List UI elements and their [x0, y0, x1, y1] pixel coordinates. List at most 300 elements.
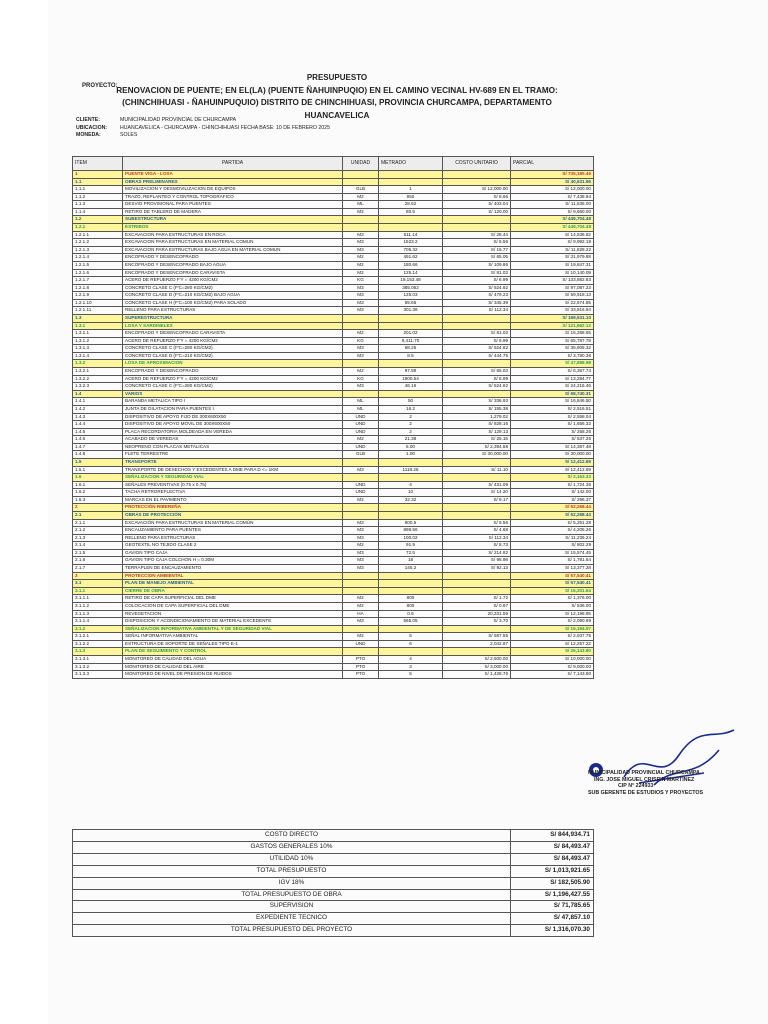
- cell-partida: PLAN DE SEGUIMIENTO Y CONTROL: [123, 648, 343, 656]
- cell-item: 1.3.2.3: [73, 383, 123, 391]
- cell-partida: PLAN DE MANEJO AMBIENTAL: [123, 580, 343, 588]
- cell-unidad: M3: [343, 534, 379, 542]
- cell-costo-unitario: S/ 0.67: [443, 602, 511, 610]
- cell-costo-unitario: S/ 8.73: [443, 542, 511, 550]
- cell-parcial: S/ 57,540.41: [511, 580, 594, 588]
- cell-partida: PUENTE VIGA - LOSA: [123, 171, 343, 179]
- cell-partida: BARANDA METALICA TIPO I: [123, 398, 343, 406]
- cell-unidad: [343, 512, 379, 520]
- cell-unidad: KG: [343, 375, 379, 383]
- totals-label: EXPEDIENTE TECNICO: [73, 913, 511, 925]
- cell-parcial: S/ 4,205.26: [511, 527, 594, 535]
- cell-metrado: 9,411.70: [379, 337, 443, 345]
- cell-parcial: S/ 258.26: [511, 428, 594, 436]
- totals-row: [73, 841, 594, 853]
- cell-costo-unitario: S/ 8.66: [443, 193, 511, 201]
- cell-costo-unitario: 2,042.87: [443, 640, 511, 648]
- cell-partida: MOVILIZACION Y DESMOVILIZACION DE EQUIPOS: [123, 186, 343, 194]
- cell-metrado: [379, 625, 443, 633]
- cell-costo-unitario: S/ 28.44: [443, 231, 511, 239]
- cell-partida: SEÑALES PREVENTIVAS (0.75 x 0.75): [123, 481, 343, 489]
- cell-partida: EXCAVACIÓN PARA ESTRUCTURAS EN MATERIAL COMÚN: [123, 519, 343, 527]
- cell-costo-unitario: S/ 129.13: [443, 428, 511, 436]
- cell-unidad: M3: [343, 231, 379, 239]
- cell-metrado: 5: [379, 633, 443, 641]
- cell-metrado: [379, 587, 443, 595]
- table-row: [73, 330, 594, 338]
- table-row: [73, 421, 594, 429]
- cell-unidad: M3: [343, 565, 379, 573]
- cell-item: 1.1.4: [73, 208, 123, 216]
- cell-parcial: S/ 9,660.00: [511, 208, 594, 216]
- cell-partida: MONITOREO DE CALIDAD DEL AIRE: [123, 663, 343, 671]
- cell-parcial: S/ 2,516.51: [511, 405, 594, 413]
- cell-costo-unitario: 20,331.59: [443, 610, 511, 618]
- cell-partida: SEÑALIZACION INFORMATIVA AMBIENTAL Y DE SEGURIDAD VIAL: [123, 625, 343, 633]
- cell-costo-unitario: [443, 171, 511, 179]
- signature-text: [588, 770, 703, 796]
- totals-value: S/ 182,505.90: [511, 877, 594, 889]
- cell-costo-unitario: [443, 648, 511, 656]
- cell-partida: TACHA RETROREFLECTIVA: [123, 489, 343, 497]
- cell-parcial: S/ 14,536.82: [511, 231, 594, 239]
- cell-parcial: S/ 6,367.74: [511, 368, 594, 376]
- table-row: [73, 648, 594, 656]
- cell-metrado: 72.5: [379, 549, 443, 557]
- cell-metrado: 10: [379, 489, 443, 497]
- cell-metrado: 1900.54: [379, 375, 443, 383]
- cell-metrado: 800: [379, 602, 443, 610]
- cell-partida: REVEGETACION: [123, 610, 343, 618]
- cell-unidad: M2: [343, 496, 379, 504]
- table-row: [73, 512, 594, 520]
- cell-partida: SUBESTRUCTURA: [123, 216, 343, 224]
- cell-unidad: M3: [343, 299, 379, 307]
- totals-label: GASTOS GENERALES 10%: [73, 841, 511, 853]
- cell-unidad: M2: [343, 595, 379, 603]
- table-row: [73, 428, 594, 436]
- cell-item: 1.2.1.3: [73, 246, 123, 254]
- table-row: [73, 451, 594, 459]
- cell-partida: SEÑAL INFORMATIVA AMBIENTAL: [123, 633, 343, 641]
- table-row: [73, 519, 594, 527]
- cell-item: 2.1.1: [73, 519, 123, 527]
- cell-metrado: 46.16: [379, 383, 443, 391]
- table-row: [73, 246, 594, 254]
- cell-parcial: S/ 449,704.48: [511, 216, 594, 224]
- cell-unidad: M3: [343, 292, 379, 300]
- cell-metrado: [379, 322, 443, 330]
- totals-row: [73, 865, 594, 877]
- table-row: [73, 527, 594, 535]
- totals-row: [73, 901, 594, 913]
- cell-unidad: [343, 458, 379, 466]
- cell-parcial: S/ 12,412.69: [511, 466, 594, 474]
- cell-parcial: S/ 57,540.41: [511, 572, 594, 580]
- cell-item: 3.1.1.2: [73, 602, 123, 610]
- table-row: [73, 307, 594, 315]
- cell-costo-unitario: S/ 81.03: [443, 269, 511, 277]
- cell-metrado: 800.5: [379, 519, 443, 527]
- table-row: [73, 390, 594, 398]
- cell-costo-unitario: S/ 81.03: [443, 330, 511, 338]
- cell-parcial: S/ 2,090.69: [511, 618, 594, 626]
- table-row: [73, 201, 594, 209]
- cell-parcial: S/ 296.37: [511, 496, 594, 504]
- cliente-value: MUNICIPALIDAD PROVINCIAL DE CHURCAMPA: [120, 117, 237, 123]
- cell-costo-unitario: S/ 25.15: [443, 436, 511, 444]
- cell-item: 1.5: [73, 458, 123, 466]
- cell-metrado: 21.38: [379, 436, 443, 444]
- cell-unidad: [343, 474, 379, 482]
- cell-unidad: M3: [343, 557, 379, 565]
- cell-metrado: 301.36: [379, 307, 443, 315]
- moneda-value: SOLES: [120, 132, 138, 138]
- cell-parcial: S/ 16,846.50: [511, 398, 594, 406]
- cell-partida: ACERO DE REFUERZO F'Y = 4200 KG/CM2: [123, 337, 343, 345]
- cell-costo-unitario: [443, 474, 511, 482]
- cell-parcial: S/ 536.00: [511, 602, 594, 610]
- document-title: [72, 72, 602, 122]
- cell-unidad: M2: [343, 330, 379, 338]
- cell-costo-unitario: [443, 587, 511, 595]
- col-partida: PARTIDA: [123, 157, 343, 171]
- cell-item: 3.1.3.2: [73, 663, 123, 671]
- cell-unidad: UND: [343, 421, 379, 429]
- totals-label: TOTAL PRESUPUESTO: [73, 865, 511, 877]
- table-row: [73, 413, 594, 421]
- table-row: [73, 602, 594, 610]
- table-row: [73, 496, 594, 504]
- cell-item: 3.1.1.3: [73, 610, 123, 618]
- cell-unidad: [343, 224, 379, 232]
- totals-value: S/ 71,785.65: [511, 901, 594, 913]
- cell-metrado: [379, 314, 443, 322]
- cell-costo-unitario: S/ 403.04: [443, 201, 511, 209]
- cell-unidad: UND: [343, 481, 379, 489]
- cell-item: 1.2.1.11: [73, 307, 123, 315]
- cell-item: 1.6.3: [73, 496, 123, 504]
- project-info: [76, 117, 330, 140]
- cell-parcial: S/ 13,284.77: [511, 375, 594, 383]
- cell-partida: CONCRETO CLASE C (F'C=280 KG/CM2): [123, 284, 343, 292]
- table-row: [73, 580, 594, 588]
- cell-partida: NEOPRENO CON PLACAS METALICAS: [123, 443, 343, 451]
- cell-partida: MONITOREO DE CALIDAD DEL AGUA: [123, 656, 343, 664]
- cell-costo-unitario: S/ 98.98: [443, 557, 511, 565]
- cell-parcial: S/ 10,000.00: [511, 656, 594, 664]
- table-row: [73, 299, 594, 307]
- table-row: [73, 534, 594, 542]
- totals-label: COSTO DIRECTO: [73, 830, 511, 842]
- cell-costo-unitario: S/ 524.62: [443, 284, 511, 292]
- cell-costo-unitario: S/ 587.55: [443, 633, 511, 641]
- cell-unidad: HA: [343, 610, 379, 618]
- cell-parcial: S/ 33,816.94: [511, 307, 594, 315]
- cell-metrado: 898.56: [379, 527, 443, 535]
- cell-parcial: S/ 15,574.45: [511, 549, 594, 557]
- project-label: PROYECTO:: [82, 83, 118, 89]
- cell-unidad: M3: [343, 527, 379, 535]
- cell-item: 1: [73, 171, 123, 179]
- totals-label: TOTAL PRESUPUESTO DE OBRA: [73, 889, 511, 901]
- cell-unidad: UND: [343, 413, 379, 421]
- cell-parcial: S/ 40,631.96: [511, 178, 594, 186]
- cell-costo-unitario: S/ 16.77: [443, 246, 511, 254]
- cell-parcial: S/ 1,376.00: [511, 595, 594, 603]
- totals-body: [73, 830, 594, 937]
- table-row: [73, 345, 594, 353]
- cell-parcial: S/ 31,979.88: [511, 254, 594, 262]
- cell-partida: ACERO DE REFUERZO F'Y = 4200 KG/CM2: [123, 277, 343, 285]
- cell-partida: COLOCACION DE CAPA SUPERFICIAL DEL DME: [123, 602, 343, 610]
- moneda-label: MONEDA:: [76, 132, 101, 138]
- cell-parcial: S/ 22,674.85: [511, 299, 594, 307]
- cell-unidad: [343, 178, 379, 186]
- cell-parcial: S/ 52,268.44: [511, 512, 594, 520]
- cell-parcial: S/ 52,268.44: [511, 504, 594, 512]
- cell-metrado: 491.62: [379, 254, 443, 262]
- cell-parcial: S/ 3,780.38: [511, 352, 594, 360]
- col-unidad: UNIDAD: [343, 157, 379, 171]
- table-row: [73, 368, 594, 376]
- cell-metrado: [379, 216, 443, 224]
- signature-name: ING. JOSE MIGUEL CRISPIN MARTINEZ: [594, 776, 695, 783]
- cell-costo-unitario: [443, 572, 511, 580]
- cell-metrado: 705.32: [379, 246, 443, 254]
- cell-unidad: PTO: [343, 671, 379, 679]
- totals-row: [73, 925, 594, 937]
- cell-unidad: M3: [343, 284, 379, 292]
- cell-parcial: S/ 2,558.04: [511, 413, 594, 421]
- table-row: [73, 322, 594, 330]
- table-row: [73, 466, 594, 474]
- table-row: [73, 383, 594, 391]
- cell-parcial: S/ 735,185.46: [511, 171, 594, 179]
- budget-table-body: [73, 171, 594, 679]
- cell-costo-unitario: S/ 6.99: [443, 375, 511, 383]
- cell-metrado: 32.32: [379, 496, 443, 504]
- cell-partida: TRAZO, REPLANTEO Y CONTROL TOPOGRAFICO: [123, 193, 343, 201]
- cell-metrado: 18: [379, 557, 443, 565]
- cell-unidad: [343, 587, 379, 595]
- cell-partida: FLETE TERRESTRE: [123, 451, 343, 459]
- cell-unidad: [343, 572, 379, 580]
- cell-item: 1.2.1.5: [73, 261, 123, 269]
- cell-parcial: S/ 30,000.00: [511, 451, 594, 459]
- cell-unidad: M3: [343, 345, 379, 353]
- cell-costo-unitario: S/ 214.82: [443, 549, 511, 557]
- cell-item: 2.1.3: [73, 534, 123, 542]
- table-row: [73, 360, 594, 368]
- cell-metrado: [379, 224, 443, 232]
- cell-unidad: M3: [343, 519, 379, 527]
- cell-costo-unitario: S/ 6.99: [443, 277, 511, 285]
- cell-costo-unitario: S/ 2,394.58: [443, 443, 511, 451]
- cell-metrado: 6.00: [379, 443, 443, 451]
- cell-parcial: S/ 449,704.48: [511, 224, 594, 232]
- cell-item: 2.1: [73, 512, 123, 520]
- cell-unidad: M2: [343, 368, 379, 376]
- cell-partida: TRANSPORTE: [123, 458, 343, 466]
- cell-partida: TRANSPORTE DE DESECHOS Y EXCEDENTES A DME PARA D <= 1KM: [123, 466, 343, 474]
- table-row: [73, 216, 594, 224]
- table-row: [73, 269, 594, 277]
- table-row: [73, 292, 594, 300]
- cell-parcial: S/ 10,140.09: [511, 269, 594, 277]
- cell-item: 1.4.6: [73, 436, 123, 444]
- cell-costo-unitario: S/ 1,428.76: [443, 671, 511, 679]
- cell-parcial: S/ 47,868.98: [511, 360, 594, 368]
- cell-item: 3.1.3: [73, 648, 123, 656]
- cell-item: 1.3.2.1: [73, 368, 123, 376]
- cell-item: 1.2.1: [73, 224, 123, 232]
- table-row: [73, 595, 594, 603]
- table-row: [73, 171, 594, 179]
- totals-value: S/ 84,493.47: [511, 841, 594, 853]
- table-row: [73, 656, 594, 664]
- cell-item: 1.2.1.6: [73, 269, 123, 277]
- cell-parcial: S/ 68,740.31: [511, 390, 594, 398]
- cell-unidad: M3: [343, 549, 379, 557]
- cell-unidad: M2: [343, 633, 379, 641]
- table-row: [73, 254, 594, 262]
- cell-item: 2.1.5: [73, 549, 123, 557]
- cell-parcial: S/ 7,143.80: [511, 671, 594, 679]
- cell-parcial: S/ 9,000.00: [511, 663, 594, 671]
- cell-item: 1.6: [73, 474, 123, 482]
- cell-unidad: KG: [343, 277, 379, 285]
- cell-item: 1.2.1.9: [73, 292, 123, 300]
- cell-partida: RETIRO DE CAPA SUPERFICIAL DEL DME: [123, 595, 343, 603]
- doc-title: PRESUPUESTO: [306, 73, 368, 82]
- cell-costo-unitario: S/ 14.20: [443, 489, 511, 497]
- table-row: [73, 671, 594, 679]
- cell-unidad: [343, 322, 379, 330]
- cell-metrado: [379, 171, 443, 179]
- cell-item: 1.4.3: [73, 413, 123, 421]
- cell-metrado: 6: [379, 640, 443, 648]
- cell-metrado: 97.89: [379, 368, 443, 376]
- cell-unidad: [343, 360, 379, 368]
- cell-metrado: [379, 178, 443, 186]
- totals-value: S/ 47,857.10: [511, 913, 594, 925]
- cell-metrado: 8.5: [379, 352, 443, 360]
- cell-unidad: M3: [343, 466, 379, 474]
- signature-role: SUB GERENTE DE ESTUDIOS Y PROYECTOS: [588, 789, 704, 796]
- table-row: [73, 314, 594, 322]
- table-row: [73, 481, 594, 489]
- cell-partida: ENCOFRADO Y DESENCOFRADO: [123, 254, 343, 262]
- col-parcial: PARCIAL: [511, 157, 594, 171]
- cell-unidad: ML: [343, 201, 379, 209]
- cell-costo-unitario: [443, 580, 511, 588]
- cell-item: 1.2.1.1: [73, 231, 123, 239]
- cell-costo-unitario: S/ 4.68: [443, 527, 511, 535]
- table-row: [73, 587, 594, 595]
- cell-metrado: [379, 572, 443, 580]
- cell-costo-unitario: [443, 504, 511, 512]
- cell-item: 1.1: [73, 178, 123, 186]
- table-row: [73, 663, 594, 671]
- table-row: [73, 178, 594, 186]
- cell-parcial: S/ 14,367.48: [511, 443, 594, 451]
- cell-parcial: S/ 1,781.64: [511, 557, 594, 565]
- cell-unidad: M2: [343, 208, 379, 216]
- cell-item: 1.3.2: [73, 360, 123, 368]
- cell-metrado: [379, 580, 443, 588]
- cell-unidad: GLB: [343, 186, 379, 194]
- table-row: [73, 398, 594, 406]
- cell-costo-unitario: S/ 112.34: [443, 534, 511, 542]
- cell-costo-unitario: [443, 314, 511, 322]
- cell-unidad: M3: [343, 618, 379, 626]
- cell-metrado: 28.62: [379, 201, 443, 209]
- table-row: [73, 542, 594, 550]
- cell-unidad: UND: [343, 489, 379, 497]
- cell-metrado: 385.062: [379, 284, 443, 292]
- ubicacion-value: HUANCAVELICA - CHURCAMPA - CHINCHIHUASI FECHA BASE: 10 DE FEBRERO 2025: [120, 124, 330, 131]
- cell-partida: PLACA RECORDATORIA MOLDEADA EN VEREDA: [123, 428, 343, 436]
- cell-costo-unitario: [443, 216, 511, 224]
- cell-metrado: 4: [379, 656, 443, 664]
- cell-costo-unitario: S/ 444.75: [443, 352, 511, 360]
- totals-value: S/ 1,196,427.55: [511, 889, 594, 901]
- cell-parcial: S/ 802.29: [511, 542, 594, 550]
- cell-parcial: S/ 5,251.28: [511, 519, 594, 527]
- cell-partida: MARCAS EN EL PAVIMENTO: [123, 496, 343, 504]
- cell-metrado: [379, 648, 443, 656]
- cell-item: 3.1.1.1: [73, 595, 123, 603]
- cell-partida: ACERO DE REFUERZO F'Y = 4200 KG/CM2: [123, 375, 343, 383]
- cell-parcial: S/ 121,662.12: [511, 322, 594, 330]
- cell-partida: LOSA DE APROXIMACION: [123, 360, 343, 368]
- table-row: [73, 231, 594, 239]
- cell-partida: SUPERESTRUCTURA: [123, 314, 343, 322]
- cell-metrado: 19,153.48: [379, 277, 443, 285]
- cell-metrado: 125.14: [379, 269, 443, 277]
- cell-costo-unitario: S/ 12,000.00: [443, 186, 511, 194]
- cell-partida: CONCRETO CLASE C (F'C=280 KG/CM2): [123, 345, 343, 353]
- cell-item: 2.1.4: [73, 542, 123, 550]
- cell-partida: EXCAVACION PARA ESTRUCTURAS EN ROCA: [123, 231, 343, 239]
- totals-row: [73, 877, 594, 889]
- cell-parcial: S/ 12,412.69: [511, 458, 594, 466]
- cell-parcial: S/ 24,216.46: [511, 383, 594, 391]
- cell-unidad: [343, 580, 379, 588]
- budget-table: [72, 156, 594, 679]
- totals-label: TOTAL PRESUPUESTO DEL PROYECTO: [73, 925, 511, 937]
- cell-partida: CIERRE DE OBRA: [123, 587, 343, 595]
- cell-partida: PROTECCIÓN RIBEREÑA: [123, 504, 343, 512]
- cell-parcial: S/ 35,805.32: [511, 345, 594, 353]
- table-row: [73, 640, 594, 648]
- cell-parcial: S/ 1,724.36: [511, 481, 594, 489]
- cell-item: 1.2.1.7: [73, 277, 123, 285]
- cell-unidad: UND: [343, 640, 379, 648]
- cell-costo-unitario: S/ 120.00: [443, 208, 511, 216]
- cell-item: 1.6.2: [73, 489, 123, 497]
- cell-item: 1.2.1.2: [73, 239, 123, 247]
- cell-item: 1.4.5: [73, 428, 123, 436]
- cell-metrado: [379, 512, 443, 520]
- cell-partida: PROTECCION AMBIENTAL: [123, 572, 343, 580]
- cell-metrado: 511.14: [379, 231, 443, 239]
- col-metrado: METRADO: [379, 157, 443, 171]
- cell-partida: GAVION TIPO CAJA: [123, 549, 343, 557]
- table-row: [73, 337, 594, 345]
- cell-item: 3.1.2.2: [73, 640, 123, 648]
